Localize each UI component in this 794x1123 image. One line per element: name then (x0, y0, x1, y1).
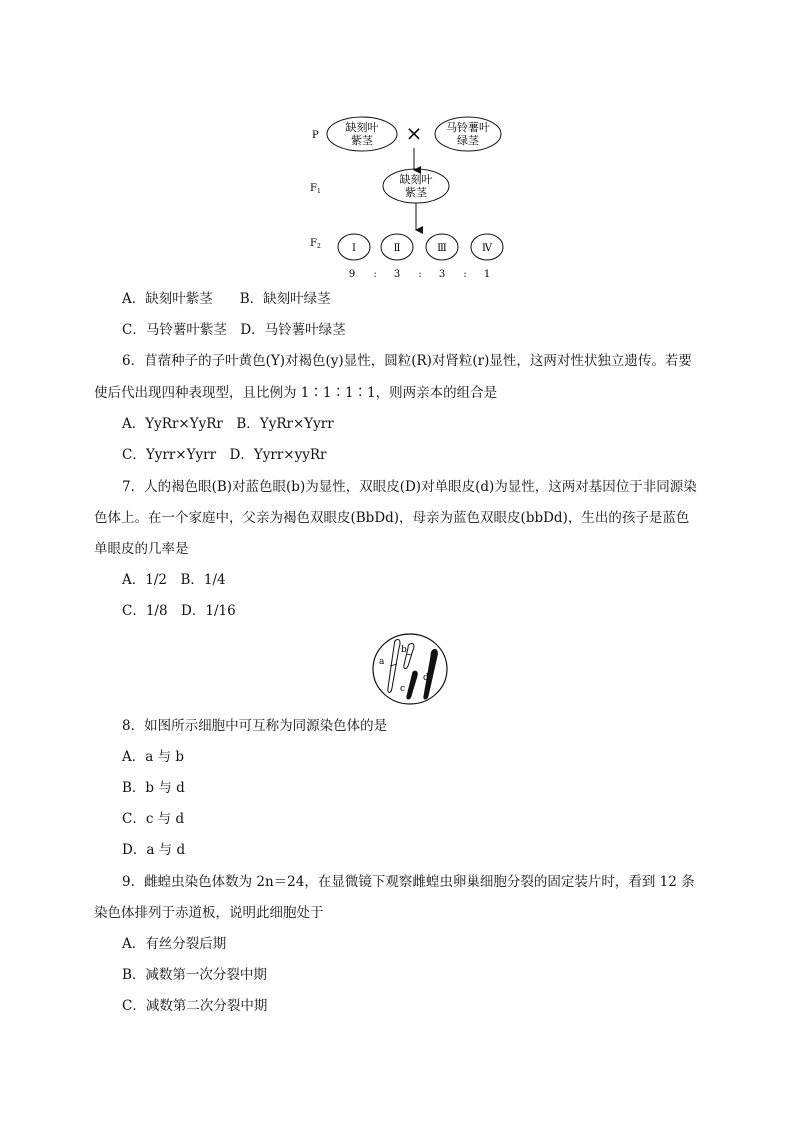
q6-stem-line2: 使后代出现四种表现型，且比例为 1∶1∶1∶1，则两亲本的组合是 (94, 385, 498, 401)
parent2-label-line1: 马铃薯叶 (446, 121, 490, 134)
q5-options-row2: C．马铃薯叶紫茎 D．马铃薯叶绿茎 (122, 322, 346, 338)
q9-option-b: B．减数第一次分裂中期 (122, 967, 267, 983)
q9-stem-line2: 染色体排列于赤道板，说明此细胞处于 (94, 905, 324, 921)
q7-stem-line3: 单眼皮的几率是 (94, 541, 189, 557)
q7-stem-line2: 色体上。在一个家庭中，父亲为褐色双眼皮(BbDd)，母亲为蓝色双眼皮(bbDd)，生出的孩子是蓝色 (94, 510, 690, 526)
q5-options-row1: A．缺刻叶紫茎 B．缺刻叶绿茎 (122, 291, 331, 307)
q9-option-c: C．减数第二次分裂中期 (122, 998, 268, 1014)
chromosome-c (407, 671, 417, 699)
parent1-label-line1: 缺刻叶 (345, 121, 379, 134)
q6-options-row1: A．YyRr×YyRr B．YyRr×Yyrr (122, 416, 334, 432)
ratio-colon-3: : (463, 269, 467, 280)
f2-type-1-label: Ⅰ (352, 243, 356, 254)
f1-label-line2: 紫茎 (405, 186, 427, 199)
chromosome-a (388, 639, 400, 692)
ratio-1: 1 (483, 269, 491, 280)
q9-option-a: A．有丝分裂后期 (122, 936, 227, 952)
q9-stem-line1: 9．雌蝗虫染色体数为 2n＝24，在显微镜下观察雌蝗虫卵巢细胞分裂的固定装片时，看到 12 条 (122, 874, 695, 890)
chromosome-label-a: a (379, 657, 385, 667)
ratio-3a: 3 (393, 269, 401, 280)
q6-stem-line1: 6．苜蓿种子的子叶黄色(Y)对褐色(y)显性，圆粒(R)对肾粒(r)显性，这两对性状独立遗传。若要 (122, 353, 692, 369)
ratio-colon-2: : (418, 269, 422, 280)
generation-label-f2: $F_2$ (310, 238, 321, 250)
cross-symbol: × (405, 121, 423, 145)
q7-options-row2: C．1/8 D．1/16 (122, 603, 236, 619)
ratio-9: 9 (348, 269, 356, 280)
chromosome-label-b: b (401, 645, 407, 655)
q8-option-b: B．b 与 d (122, 780, 185, 796)
parent2-label-line2: 绿茎 (457, 134, 479, 147)
q6-options-row2: C．Yyrr×Yyrr D．Yyrr×yyRr (122, 447, 327, 463)
chromosome-label-c: c (400, 684, 406, 694)
q8-option-a: A．a 与 b (122, 749, 185, 765)
q8-option-c: C．c 与 d (122, 811, 185, 827)
ratio-3b: 3 (438, 269, 446, 280)
ratio-colon-1: : (373, 269, 377, 280)
q8-option-d: D．a 与 d (122, 842, 186, 858)
generation-label-p: P (312, 130, 319, 141)
f2-type-4-label: Ⅳ (482, 243, 492, 254)
f2-type-3-label: Ⅲ (437, 243, 447, 254)
parent1-label-line2: 紫茎 (351, 134, 373, 147)
generation-label-f1: $F_1$ (310, 183, 321, 195)
chromosome-label-d: d (423, 673, 429, 683)
cell-chromosome-diagram (370, 630, 450, 710)
genetic-cross-diagram (300, 112, 520, 284)
q7-stem-line1: 7．人的褐色眼(B)对蓝色眼(b)为显性，双眼皮(D)对单眼皮(d)为显性，这两对基因位于非同源染 (122, 479, 697, 495)
q8-stem: 8．如图所示细胞中可互称为同源染色体的是 (122, 718, 388, 734)
f2-type-2-label: Ⅱ (393, 243, 401, 254)
q7-options-row1: A．1/2 B．1/4 (122, 572, 226, 588)
f1-label-line1: 缺刻叶 (399, 173, 433, 186)
